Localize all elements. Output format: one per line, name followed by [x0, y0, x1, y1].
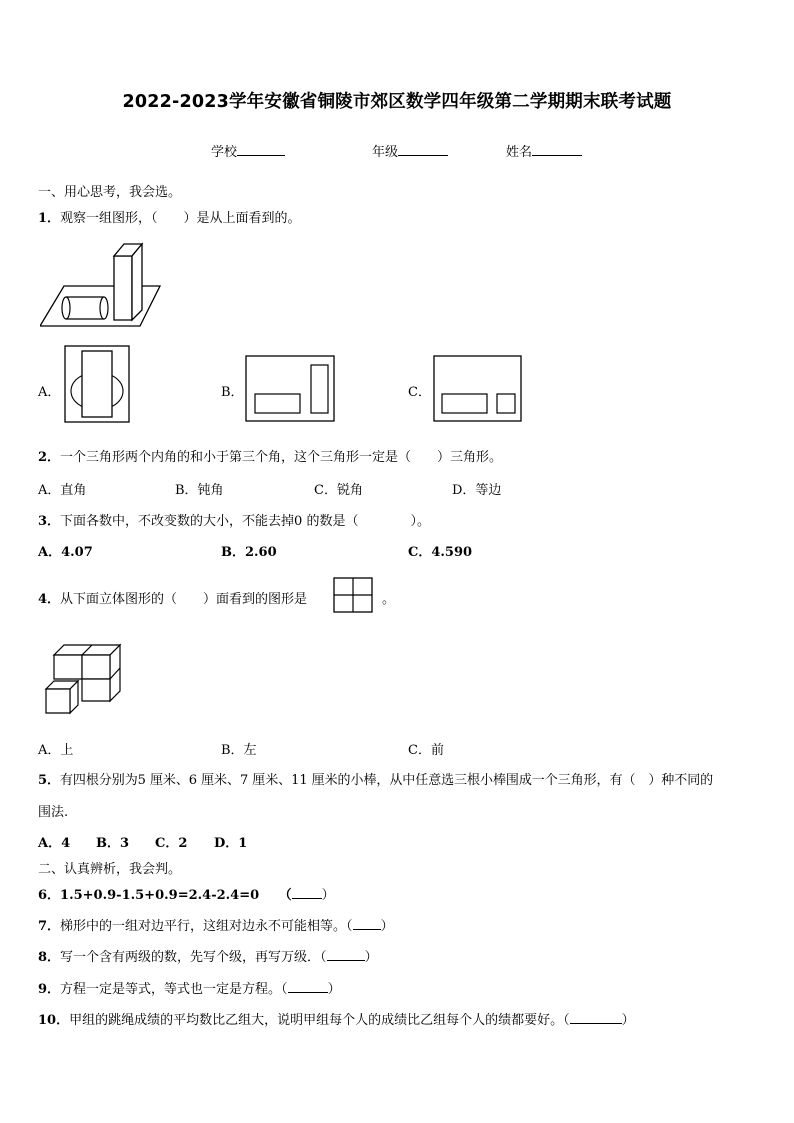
q2-option-b[interactable]: B．钝角: [175, 483, 224, 498]
name-field: 姓名: [506, 141, 582, 160]
q10-answer-blank[interactable]: [570, 1011, 622, 1024]
q2-option-c[interactable]: C．锐角: [314, 483, 363, 498]
q6-answer-blank[interactable]: [292, 886, 322, 899]
section-1-heading: 一、用心思考，我会选。: [38, 185, 182, 200]
school-field: 学校: [211, 141, 285, 160]
q4-option-b[interactable]: B．左: [221, 743, 257, 758]
grade-blank: [398, 143, 448, 156]
question-8: 8．写一个含有两级的数，先写个级，再写万级．（ ）: [38, 950, 378, 965]
question-7: 7．梯形中的一组对边平行，这组对边永不可能相等。（ ）: [38, 919, 394, 934]
question-5: 5．有四根分别为5 厘米、6 厘米、7 厘米、11 厘米的小棒，从中任意选三根小棒围成一个三角形，有（ ）种不同的: [38, 773, 714, 788]
q4-tail: 。: [382, 592, 396, 607]
section-2-heading: 二、认真辨析，我会判。: [38, 862, 182, 877]
q5-option-b[interactable]: B．3: [96, 836, 130, 851]
q1-option-b[interactable]: B．: [221, 385, 244, 400]
question-2: 2．一个三角形两个内角的和小于第三个角，这个三角形一定是（ ）三角形。: [38, 450, 503, 465]
q1-option-c-figure: [433, 355, 522, 422]
q1-option-c[interactable]: C．: [408, 385, 431, 400]
question-3: 3．下面各数中，不改变数的大小，不能去掉0 的数是（ ）。: [38, 514, 430, 529]
q5-option-a[interactable]: A．4: [38, 836, 71, 851]
q4-option-c[interactable]: C．前: [408, 743, 444, 758]
q8-answer-blank[interactable]: [327, 948, 365, 961]
school-blank: [237, 143, 285, 156]
question-5-cont: 围法.: [38, 805, 69, 820]
q4-view-figure: [333, 577, 373, 613]
q1-option-b-figure: [245, 355, 335, 422]
q7-answer-blank[interactable]: [353, 917, 381, 930]
q1-solid-figure: [40, 238, 164, 330]
q2-option-a[interactable]: A．直角: [38, 483, 87, 498]
grade-field: 年级: [372, 141, 448, 160]
q3-option-b[interactable]: B．2.60: [221, 545, 277, 560]
question-9: 9．方程一定是等式，等式也一定是方程。（ ）: [38, 982, 341, 997]
q3-option-c[interactable]: C．4.590: [408, 545, 473, 560]
question-1: 1．观察一组图形，（ ）是从上面看到的。: [38, 211, 301, 226]
question-10: 10．甲组的跳绳成绩的平均数比乙组大，说明甲组每个人的成绩比乙组每个人的绩都要好。（ ）: [38, 1013, 635, 1028]
q4-option-a[interactable]: A．上: [38, 743, 74, 758]
q4-cube-stack: [42, 641, 124, 717]
q1-option-a-figure: [64, 345, 130, 423]
q2-option-d[interactable]: D．等边: [452, 483, 502, 498]
page-title: 2022-2023学年安徽省铜陵市郊区数学四年级第二学期期末联考试题: [122, 92, 672, 112]
name-blank: [532, 143, 582, 156]
q5-option-d[interactable]: D．1: [214, 836, 248, 851]
question-4: 4．从下面立体图形的（ ）面看到的图形是: [38, 592, 308, 607]
q3-option-a[interactable]: A．4.07: [38, 545, 93, 560]
q5-option-c[interactable]: C．2: [155, 836, 188, 851]
q9-answer-blank[interactable]: [288, 980, 328, 993]
q1-option-a[interactable]: A．: [38, 385, 61, 400]
question-6: 6．1.5+0.9-1.5+0.9=2.4-2.4=0 （ ）: [38, 888, 335, 903]
